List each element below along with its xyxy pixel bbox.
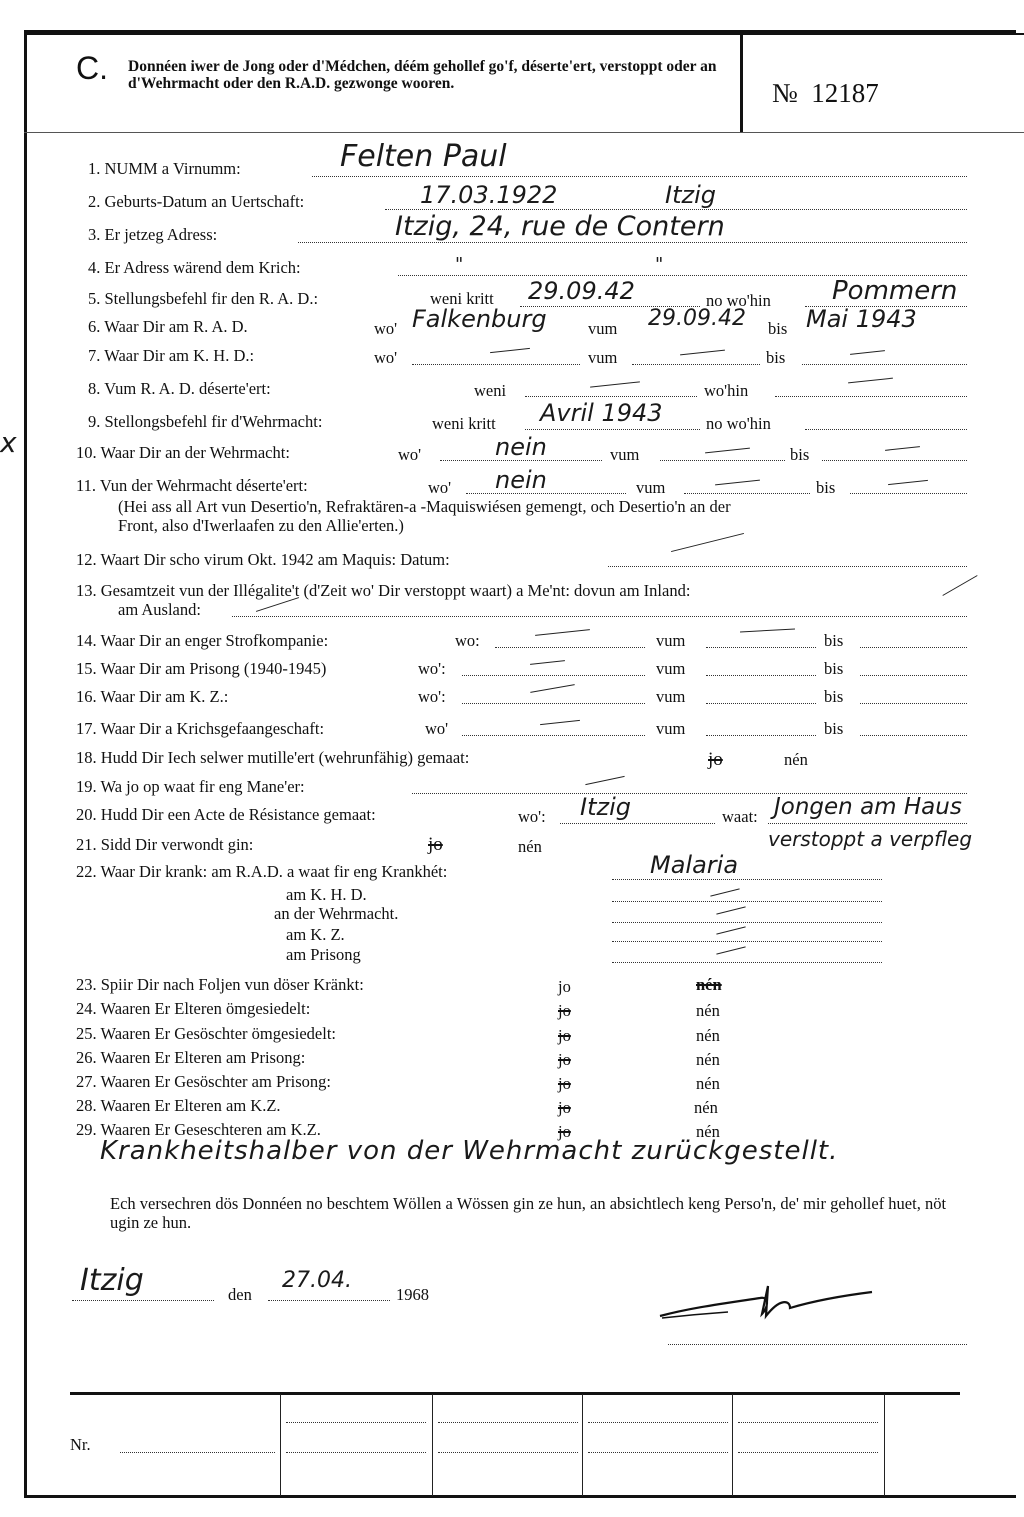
footer-dots-1a (286, 1422, 426, 1423)
field-21-nen[interactable]: nén (518, 837, 542, 856)
field-25-jo[interactable]: jo (558, 1026, 571, 1045)
field-23-nen[interactable]: nén (696, 975, 722, 994)
field-27-nen[interactable]: nén (696, 1074, 720, 1093)
field-22-sub-3: am K. Z. (286, 925, 345, 944)
field-16-label: 16. Waar Dir am K. Z.: (76, 687, 229, 706)
footer-dots-2a (438, 1422, 578, 1423)
field-7-line-2 (632, 364, 760, 365)
field-2-date[interactable]: 17.03.1922 (420, 181, 558, 209)
field-10-value[interactable]: nein (495, 433, 547, 461)
field-20-act[interactable]: Jongen am Haus (774, 794, 962, 820)
field-9-wohin: no wo'hin (706, 414, 771, 433)
field-17-wo: wo' (425, 719, 449, 738)
field-22-value[interactable]: Malaria (650, 851, 739, 879)
footer-col-line-2 (432, 1394, 433, 1496)
field-6-place[interactable]: Falkenburg (412, 305, 547, 333)
signature-den: den (228, 1285, 252, 1304)
field-16-wo: wo': (418, 687, 446, 706)
header-bottom-rule (24, 132, 1024, 133)
field-21-label: 21. Sidd Dir verwondt gin: (76, 835, 254, 854)
field-2-line (385, 209, 967, 210)
field-14-line-2 (706, 647, 816, 648)
field-18-jo[interactable]: jo (708, 749, 723, 770)
field-10-label: 10. Waar Dir an der Wehrmacht: (76, 443, 290, 462)
field-23-label: 23. Spiir Dir nach Foljen vun döser Kränkt: (76, 975, 364, 994)
field-26-jo[interactable]: jo (558, 1050, 571, 1069)
field-12-line (608, 566, 967, 567)
field-3-line (298, 242, 967, 243)
field-17-line-2 (706, 735, 816, 736)
footer-col-line-3 (582, 1394, 583, 1496)
field-11-label: 11. Vun der Wehrmacht déserte'ert: (76, 476, 308, 495)
numero-value: 12187 (811, 78, 879, 108)
field-8-label: 8. Vum R. A. D. déserte'ert: (88, 379, 271, 398)
field-26-nen[interactable]: nén (696, 1050, 720, 1069)
signature-place[interactable]: Itzig (80, 1263, 144, 1298)
signature-date[interactable]: 27.04. (282, 1268, 352, 1293)
field-11-note-2: Front, also d'Iwerlaafen zu den Allie'erten.) (118, 516, 404, 535)
field-10-line-3 (822, 460, 967, 461)
field-29-jo[interactable]: jo (558, 1122, 571, 1141)
signature-year: 1968 (396, 1285, 429, 1304)
field-5-weni: weni kritt (430, 289, 494, 308)
signature-place-line (72, 1300, 214, 1301)
field-17-line-3 (860, 735, 967, 736)
field-11-value[interactable]: nein (495, 466, 547, 494)
field-15-vum: vum (656, 659, 686, 678)
field-7-line-3 (802, 364, 967, 365)
declaration-text: Ech versechren dös Donnéen no beschtem Wöllen a Wössen gin ze hun, an absichtlech keng Perso'n, de' mir gehollef huet, nöt ugin ze hun. (110, 1194, 947, 1232)
field-15-line-2 (706, 675, 816, 676)
field-22-line-2 (612, 901, 882, 902)
field-10-line-2 (660, 460, 785, 461)
footer-dots-1b (286, 1452, 426, 1453)
field-6-to[interactable]: Mai 1943 (806, 305, 917, 333)
field-14-wo: wo: (455, 631, 480, 650)
field-18-nen[interactable]: nén (784, 750, 808, 769)
field-6-wo: wo' (374, 319, 398, 338)
field-23-jo[interactable]: jo (558, 977, 571, 996)
field-6-bis: bis (768, 319, 788, 338)
field-16-line-3 (860, 703, 967, 704)
field-20-act-cont[interactable]: verstoppt a verpfleg (768, 827, 973, 851)
footer-dots-2b (438, 1452, 578, 1453)
field-14-label: 14. Waar Dir an enger Strofkompanie: (76, 631, 329, 650)
field-16-line-2 (706, 703, 816, 704)
field-22-line-4 (612, 941, 882, 942)
field-4-label: 4. Er Adress wärend dem Krich: (88, 258, 301, 277)
field-21-jo[interactable]: jo (428, 834, 443, 855)
field-1-label: 1. NUMM a Virnumm: (88, 159, 241, 178)
field-9-label: 9. Stellongsbefehl fir d'Wehrmacht: (88, 412, 323, 431)
field-16-bis: bis (824, 687, 844, 706)
field-22-line-5 (612, 962, 882, 963)
field-28-jo[interactable]: jo (558, 1098, 571, 1117)
field-20-label: 20. Hudd Dir een Acte de Résistance gemaat: (76, 805, 376, 824)
footer-nr-line[interactable] (120, 1452, 275, 1453)
field-7-bis: bis (766, 348, 786, 367)
field-15-wo: wo': (418, 659, 446, 678)
field-5-wohin: no wo'hin (706, 291, 771, 310)
field-10-vum: vum (610, 445, 640, 464)
field-22-line-1 (612, 879, 882, 880)
field-6-label: 6. Waar Dir am R. A. D. (88, 317, 248, 336)
field-13-label-2: am Ausland: (118, 600, 201, 619)
field-28-label: 28. Waaren Er Elteren am K.Z. (76, 1096, 281, 1115)
section-letter: C. (76, 50, 108, 86)
field-5-place[interactable]: Pommern (832, 276, 958, 306)
field-1-line (312, 176, 967, 177)
field-9-date[interactable]: Avril 1943 (540, 399, 663, 427)
field-27-label: 27. Waaren Er Gesöschter am Prisong: (76, 1072, 331, 1091)
field-8-line-2 (775, 396, 967, 397)
field-17-line-1 (462, 735, 645, 736)
field-22-label: 22. Waar Dir krank: am R.A.D. a waat fir eng Krankhét: (76, 862, 448, 881)
field-8-weni: weni (474, 381, 507, 400)
field-25-label: 25. Waaren Er Gesöschter ömgesiedelt: (76, 1024, 336, 1043)
footer-dots-3b (588, 1452, 728, 1453)
field-15-line-3 (860, 675, 967, 676)
field-9-line-1 (525, 429, 700, 430)
footer-dots-4a (738, 1422, 878, 1423)
field-14-bis: bis (824, 631, 844, 650)
field-22-sub-2: an der Wehrmacht. (274, 904, 399, 923)
field-5-label: 5. Stellungsbefehl fir den R. A. D.: (88, 289, 319, 308)
field-11-vum: vum (636, 478, 666, 497)
field-4-ditto-2[interactable]: " (655, 254, 664, 275)
field-27-jo[interactable]: jo (558, 1074, 571, 1093)
field-7-wo: wo' (374, 348, 398, 367)
field-1-value[interactable]: Felten Paul (340, 139, 507, 174)
signature-date-line (268, 1300, 390, 1301)
field-20-waat: waat: (722, 807, 758, 826)
field-15-line-1 (462, 675, 645, 676)
field-12-label: 12. Waart Dir scho virum Okt. 1942 am Maquis: Datum: (76, 550, 450, 569)
signature-line (668, 1344, 967, 1345)
field-16-vum: vum (656, 687, 686, 706)
field-20-wo: wo': (518, 807, 546, 826)
form-title: Donnéen iwer de Jong oder d'Médchen, déém gehollef go'f, déserte'ert, verstoppt oder an d'Wehrmacht oder den R.A.D. gezwonge wooren. (128, 58, 717, 92)
field-17-vum: vum (656, 719, 686, 738)
field-4-ditto-1[interactable]: " (455, 254, 464, 275)
field-11-line-2 (684, 493, 810, 494)
field-3-value[interactable]: Itzig, 24, rue de Contern (395, 211, 725, 242)
footer-dots-4b (738, 1452, 878, 1453)
numero-sign: № (772, 78, 798, 108)
form-number (772, 78, 879, 109)
field-24-nen[interactable]: nén (696, 1001, 720, 1020)
footer-nr-label: Nr. (70, 1435, 91, 1454)
field-16-line-1 (462, 703, 645, 704)
field-6-vum: vum (588, 319, 618, 338)
field-26-label: 26. Waaren Er Elteren am Prisong: (76, 1048, 306, 1067)
field-29-nen[interactable]: nén (696, 1122, 720, 1141)
header-divider (740, 34, 743, 132)
field-20-line-1 (560, 823, 715, 824)
field-14-line-3 (860, 647, 967, 648)
footer-dots-3a (588, 1422, 728, 1423)
field-8-wohin: wo'hin (704, 381, 749, 400)
field-13-line (232, 616, 967, 617)
margin-mark: x (0, 426, 17, 459)
field-19-label: 19. Wa jo op waat fir eng Mane'er: (76, 777, 305, 796)
field-9-line-2 (805, 429, 967, 430)
field-20-place[interactable]: Itzig (580, 793, 631, 821)
field-10-wo: wo' (398, 445, 422, 464)
field-10-bis: bis (790, 445, 810, 464)
footer-top-rule (70, 1392, 960, 1395)
field-24-jo[interactable]: jo (558, 1001, 571, 1020)
footer-col-line-1 (280, 1394, 281, 1496)
field-13-label: 13. Gesamtzeit vun der Illégalite't (d'Zeit wo' Dir verstoppt waart) a Me'nt: dovun am Inland: (76, 581, 691, 600)
field-11-line-3 (850, 493, 967, 494)
field-15-label: 15. Waar Dir am Prisong (1940-1945) (76, 659, 327, 678)
field-11-wo: wo' (428, 478, 452, 497)
field-22-line-3 (612, 922, 882, 923)
field-29-label: 29. Waaren Er Geseschteren am K.Z. (76, 1120, 321, 1139)
field-25-nen[interactable]: nén (696, 1026, 720, 1045)
field-28-nen[interactable]: nén (694, 1098, 718, 1117)
footer-col-line-4 (732, 1394, 733, 1496)
handwritten-note: Krankheitshalber von der Wehrmacht zurückgestellt. (100, 1136, 839, 1166)
field-6-from[interactable]: 29.09.42 (648, 306, 746, 331)
field-7-vum: vum (588, 348, 618, 367)
field-7-label: 7. Waar Dir am K. H. D.: (88, 346, 255, 365)
field-14-line-1 (495, 647, 645, 648)
field-17-label: 17. Waar Dir a Krichsgefaangeschaft: (76, 719, 325, 738)
field-24-label: 24. Waaren Er Elteren ömgesiedelt: (76, 999, 311, 1018)
field-5-date[interactable]: 29.09.42 (528, 277, 635, 305)
field-3-label: 3. Er jetzeg Adress: (88, 225, 218, 244)
field-22-sub-4: am Prisong (286, 945, 361, 964)
field-14-vum: vum (656, 631, 686, 650)
field-18-label: 18. Hudd Dir Iech selwer mutille'ert (wehrunfähig) gemaat: (76, 748, 470, 767)
signature (650, 1278, 880, 1328)
field-22-sub-1: am K. H. D. (286, 885, 367, 904)
field-17-bis: bis (824, 719, 844, 738)
field-2-place[interactable]: Itzig (665, 181, 716, 209)
field-20-line-2 (768, 823, 967, 824)
field-15-bis: bis (824, 659, 844, 678)
field-7-line-1 (412, 364, 580, 365)
field-11-note-1: (Hei ass all Art vun Desertio'n, Refraktären-a -Maquiswiésen gemengt, och Desertio'n an der (118, 497, 731, 516)
field-9-weni: weni kritt (432, 414, 496, 433)
footer-col-line-5 (884, 1394, 885, 1496)
field-11-bis: bis (816, 478, 836, 497)
field-8-line-1 (525, 396, 697, 397)
field-2-label: 2. Geburts-Datum an Uertschaft: (88, 192, 305, 211)
